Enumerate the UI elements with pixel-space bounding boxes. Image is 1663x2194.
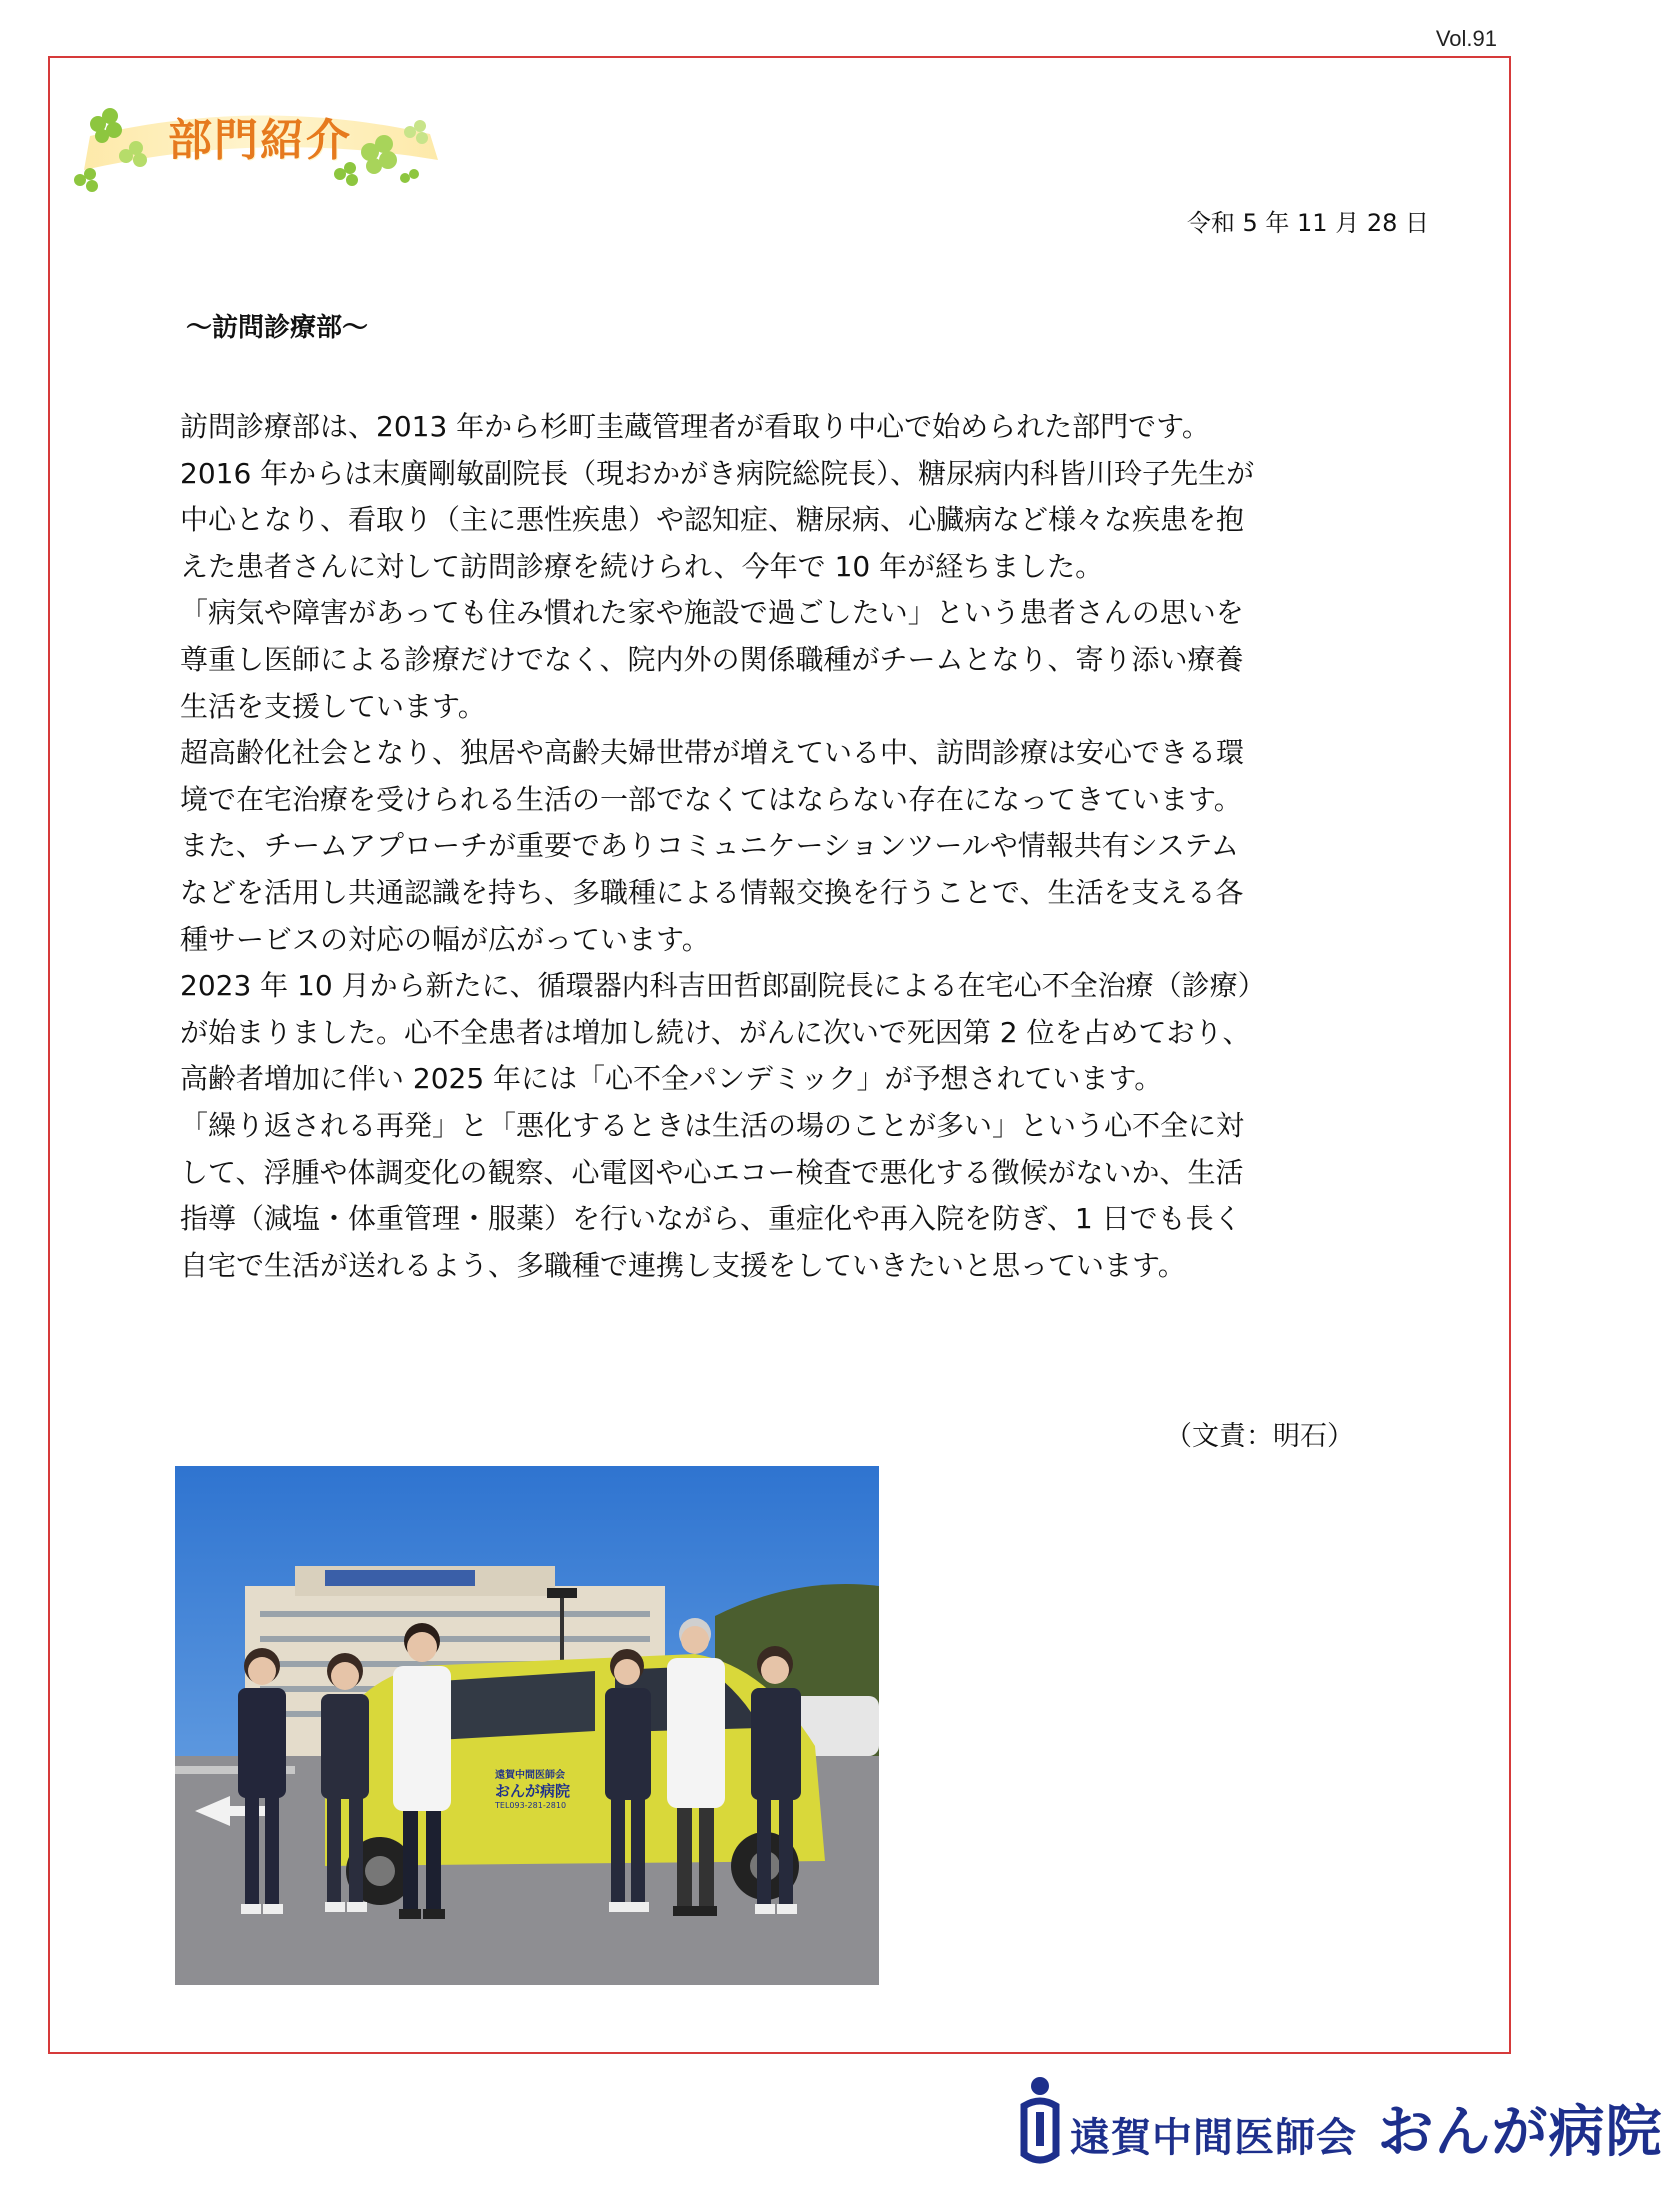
car-text-line2: おんが病院	[495, 1782, 571, 1800]
logo-hospital-name: おんが病院	[1377, 2100, 1663, 2165]
body-line: 2016 年からは末廣剛敏副院長（現おかがき病院総院長）、糖尿病内科皆川玲子先生が	[180, 456, 1255, 490]
hospital-logo-text	[1070, 2088, 1663, 2168]
article-body	[180, 404, 1375, 1289]
body-line: などを活用し共通認識を持ち、多職種による情報交換を行うことで、生活を支える各	[180, 875, 1244, 909]
body-line: 境で在宅治療を受けられる生活の一部でなくてはならない存在になってきています。	[180, 782, 1242, 816]
team-photo-illustration	[175, 1466, 879, 1985]
body-line: 「繰り返される再発」と「悪化するときは生活の場のことが多い」という心不全に対	[180, 1108, 1245, 1142]
logo-org-name: 遠賀中間医師会	[1070, 2115, 1357, 2161]
body-line: 中心となり、看取り（主に悪性疾患）や認知症、糖尿病、心臓病など様々な疾患を抱	[180, 503, 1245, 537]
section-banner	[70, 96, 450, 202]
car-text-line3: TEL093-281-2810	[495, 1801, 567, 1810]
hospital-logo	[1010, 2066, 1663, 2176]
hospital-emblem-icon	[1010, 2066, 1070, 2176]
body-line: して、浮腫や体調変化の観察、心電図や心エコー検査で悪化する徴候がないか、生活	[180, 1155, 1244, 1189]
body-line: 尊重し医師による診療だけでなく、院内外の関係職種がチームとなり、寄り添い療養	[180, 642, 1244, 676]
body-line: また、チームアプローチが重要でありコミュニケーションツールや情報共有システム	[180, 829, 1239, 863]
volume-label: Vol.91	[1435, 26, 1497, 51]
author-credit: （文責：明石）	[1165, 1421, 1354, 1452]
section-title: 部門紹介	[168, 115, 352, 166]
body-line: 自宅で生活が送れるよう、多職種で連携し支援をしていきたいと思っています。	[180, 1248, 1186, 1282]
body-line: 超高齢化社会となり、独居や高齢夫婦世帯が増えている中、訪問診療は安心できる環	[180, 736, 1245, 770]
body-line: 訪問診療部は、2013 年から杉町圭蔵管理者が看取り中心で始められた部門です。	[180, 410, 1210, 443]
body-line: 種サービスの対応の幅が広がっています。	[180, 922, 710, 956]
body-line: 高齢者増加に伴い 2025 年には「心不全パンデミック」が予想されています。	[180, 1062, 1163, 1096]
article-date: 令和 5 年 11 月 28 日	[1186, 209, 1429, 237]
body-line: 「病気や障害があっても住み慣れた家や施設で過ごしたい」という患者さんの思いを	[180, 596, 1244, 630]
body-line: 2023 年 10 月から新たに、循環器内科吉田哲郎副院長による在宅心不全治療（診療）	[180, 969, 1266, 1003]
body-line: が始まりました。心不全患者は増加し続け、がんに次いで死因第 2 位を占めており、	[180, 1015, 1251, 1049]
department-heading: ～訪問診療部～	[186, 313, 369, 343]
body-line: 指導（減塩・体重管理・服薬）を行いながら、重症化や再入院を防ぎ、1 日でも長く	[180, 1202, 1242, 1236]
body-line: えた患者さんに対して訪問診療を続けられ、今年で 10 年が経ちました。	[180, 549, 1104, 583]
body-line: 生活を支援しています。	[180, 689, 486, 723]
car-text-line1: 遠賀中間医師会	[495, 1770, 565, 1781]
team-photo	[175, 1466, 879, 1985]
